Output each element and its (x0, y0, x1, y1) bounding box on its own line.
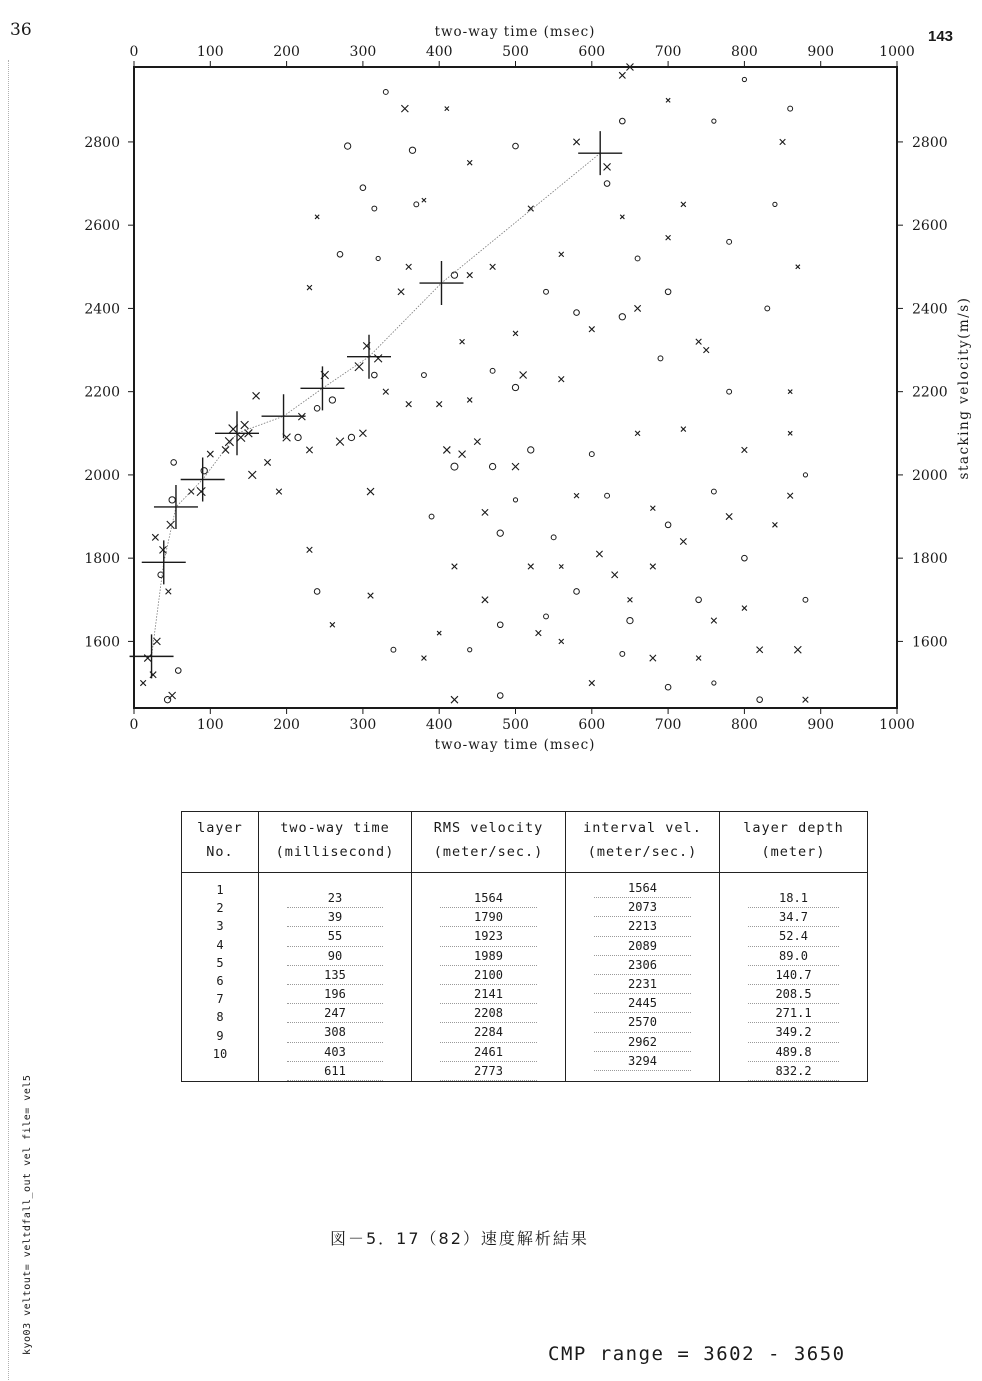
scatter-point-circle (574, 589, 580, 595)
scatter-point-x (482, 509, 488, 515)
velocity-pick-cross (262, 394, 306, 438)
scatter-point-x (445, 107, 449, 111)
scatter-point-x (650, 564, 656, 570)
scatter-point-circle (391, 647, 396, 652)
table-cell: 2141 (440, 985, 537, 1004)
two-way-time-column (259, 873, 411, 1081)
table-cell: 2208 (440, 1004, 537, 1023)
scatter-point-circle (658, 356, 663, 361)
scatter-point-circle (604, 181, 610, 187)
y-tick-label-left: 2000 (84, 467, 120, 484)
scatter-point-circle (314, 589, 320, 595)
scatter-point-circle (711, 489, 716, 494)
velocity-pick-cross (300, 366, 344, 410)
table-cell: 23 (287, 889, 383, 908)
scatter-point-x (559, 252, 564, 257)
layer-depth-column (720, 873, 867, 1081)
table-cell: 5 (216, 955, 224, 970)
scatter-point-circle (329, 397, 335, 403)
header-layer-depth: layer depth (meter) (720, 812, 868, 873)
scatter-point-circle (544, 614, 549, 619)
scatter-point-circle (803, 597, 808, 602)
page-number-right: 143 (928, 28, 954, 45)
header-interval-velocity: interval vel. (meter/sec.) (566, 812, 720, 873)
table-cell: 2231 (594, 975, 691, 994)
scatter-point-circle (414, 202, 419, 207)
left-y-axis (84, 135, 134, 650)
table-cell: 2213 (594, 917, 691, 936)
x-tick-label-bottom: 0 (129, 717, 139, 733)
scatter-point-x (650, 655, 656, 661)
velocity-function-line (152, 153, 601, 656)
scatter-point-circle (376, 256, 380, 260)
scatter-point-x (619, 72, 625, 78)
scatter-point-x (467, 272, 473, 278)
x-axis-label-bottom: two-way time (msec) (434, 737, 596, 753)
velocity-pick-cross (142, 540, 186, 584)
scatter-point-circle (348, 434, 354, 440)
table-cell: 39 (287, 908, 383, 927)
scatter-point-x (406, 264, 412, 270)
scatter-point-x (803, 697, 809, 703)
scatter-point-x (788, 390, 792, 394)
scatter-point-x (437, 631, 441, 635)
scatter-point-x (276, 489, 282, 495)
table-cell: 2962 (594, 1033, 691, 1052)
scatter-point-circle (696, 597, 702, 603)
scatter-point-x (742, 447, 748, 453)
scatter-point-x (796, 265, 800, 269)
scatter-point-x (306, 447, 312, 453)
scatter-point-circle (383, 90, 388, 95)
x-tick-label-bottom: 400 (425, 717, 453, 733)
scatter-point-circle (619, 314, 625, 320)
scatter-point-x (459, 451, 466, 458)
x-tick-label-bottom: 800 (731, 717, 758, 733)
table-cell: 2773 (440, 1062, 537, 1081)
scatter-point-circle (372, 206, 377, 211)
scatter-point-x (490, 264, 496, 270)
scatter-point-circle (635, 256, 640, 261)
layer-velocity-table (181, 811, 868, 1082)
x-tick-label-top: 300 (349, 44, 377, 60)
scatter-point-x (307, 547, 313, 553)
scatter-point-x (222, 446, 229, 453)
table-cell: 34.7 (748, 908, 839, 927)
x-tick-label-top: 600 (578, 44, 606, 60)
x-tick-label-top: 400 (425, 44, 453, 60)
scatter-point-x (482, 597, 488, 603)
scatter-point-circle (665, 522, 671, 528)
table-cell: 271.1 (748, 1004, 839, 1023)
scatter-point-x (772, 522, 777, 527)
table-cell: 1790 (440, 908, 537, 927)
scatter-point-x (703, 347, 709, 353)
velocity-pick-cross (130, 634, 174, 678)
x-tick-label-top: 800 (731, 44, 758, 60)
y-tick-label-left: 1800 (84, 551, 120, 568)
scatter-point-x (197, 487, 205, 495)
scatter-point-x (355, 362, 363, 370)
scatter-point-x (726, 513, 732, 519)
scatter-point-circle (742, 77, 746, 81)
scatter-point-circle (620, 651, 625, 656)
scatter-point-x (666, 235, 671, 240)
table-cell: 2445 (594, 994, 691, 1013)
scatter-point-circle (544, 289, 549, 294)
x-tick-label-bottom: 600 (578, 717, 606, 733)
table-cell: 52.4 (748, 927, 839, 946)
scatter-point-x (153, 638, 160, 645)
scatter-point-x (167, 521, 175, 529)
scatter-point-circle (712, 119, 716, 123)
y-axis-label: stacking velocity(m/s) (956, 296, 972, 480)
scatter-point-circle (727, 239, 732, 244)
table-cell: 1989 (440, 947, 537, 966)
scatter-point-x (336, 438, 344, 446)
scatter-point-x (152, 534, 158, 540)
velocity-pick-cross (419, 261, 463, 305)
scatter-point-x (574, 493, 579, 498)
scatter-point-circle (344, 143, 350, 149)
velocity-pick-cross (347, 335, 391, 379)
header-two-way-time: two-way time (millisecond) (259, 812, 412, 873)
table-cell: 2089 (594, 937, 691, 956)
scatter-point-circle (528, 447, 534, 453)
table-cell: 2306 (594, 956, 691, 975)
scatter-point-x (315, 215, 319, 219)
scatter-point-circle (409, 147, 415, 153)
scatter-point-circle (665, 684, 671, 690)
scatter-point-circle (497, 693, 503, 699)
scatter-point-x (406, 401, 412, 407)
scatter-point-x (794, 646, 801, 653)
x-tick-label-bottom: 500 (502, 717, 529, 733)
y-tick-label-left: 2200 (84, 384, 120, 401)
x-tick-label-top: 100 (196, 44, 224, 60)
top-x-axis (130, 44, 915, 67)
scatter-point-x (237, 433, 245, 441)
scatter-point-x (401, 105, 408, 112)
scatter-point-x (512, 463, 519, 470)
table-cell: 1923 (440, 927, 537, 946)
scatter-point-x (513, 331, 518, 336)
x-tick-label-bottom: 200 (273, 717, 300, 733)
scatter-point-x (307, 285, 312, 290)
scatter-point-x (696, 339, 702, 345)
scatter-point-x (634, 305, 640, 311)
scatter-point-circle (712, 681, 716, 685)
scatter-point-x (140, 680, 146, 686)
scatter-point-x (612, 572, 618, 578)
scatter-point-x (443, 446, 450, 453)
scatter-point-circle (627, 617, 633, 623)
scatter-point-x (604, 163, 611, 170)
scatter-point-circle (788, 106, 793, 111)
table-cell: 2100 (440, 966, 537, 985)
y-tick-label-left: 2600 (84, 218, 120, 235)
table-cell: 349.2 (748, 1023, 839, 1042)
x-tick-label-bottom: 100 (196, 717, 224, 733)
scatter-point-circle (372, 372, 378, 378)
table-cell: 8 (216, 1010, 224, 1025)
scatter-point-x (144, 655, 151, 662)
table-cell: 18.1 (748, 889, 839, 908)
scatter-point-x (421, 656, 426, 661)
table-cell: 6 (216, 973, 224, 988)
table-cell: 9 (216, 1028, 224, 1043)
scatter-point-x (474, 438, 480, 444)
table-cell: 247 (287, 1004, 383, 1023)
plot-frame (134, 67, 897, 708)
table-cell: 832.2 (748, 1062, 839, 1081)
table-cell: 3294 (594, 1052, 691, 1071)
scatter-point-x (452, 564, 458, 570)
x-tick-label-top: 200 (273, 44, 300, 60)
y-tick-label-left: 2400 (84, 301, 120, 318)
scatter-point-x (253, 392, 260, 399)
scatter-point-x (780, 139, 786, 145)
scatter-point-x (225, 437, 233, 445)
interval-velocity-column (566, 873, 719, 1071)
scatter-point-circle (164, 697, 170, 703)
table-cell: 2461 (440, 1043, 537, 1062)
scatter-point-x (681, 427, 686, 432)
table-cell: 3 (216, 919, 224, 934)
table-cell: 2073 (594, 898, 691, 917)
scatter-point-x (596, 551, 602, 557)
scatter-point-circle (451, 272, 457, 278)
scatter-point-circle (665, 289, 671, 295)
scatter-point-circle (169, 497, 175, 503)
scatter-point-circle (757, 697, 763, 703)
velocity-pick-cross (215, 411, 259, 455)
scatter-point-x (467, 398, 472, 403)
scatter-point-circle (742, 555, 748, 561)
scatter-point-x (788, 431, 792, 435)
y-tick-label-right: 1800 (912, 551, 948, 568)
table-cell: 4 (216, 937, 224, 952)
x-tick-label-bottom: 900 (807, 717, 835, 733)
scatter-point-x (248, 471, 256, 479)
scatter-point-x (264, 459, 270, 465)
scatter-point-x (787, 493, 793, 499)
y-tick-label-right: 2200 (912, 384, 948, 401)
scatter-point-circle (421, 373, 426, 378)
scatter-point-x (422, 198, 426, 202)
scatter-point-circle (620, 118, 626, 124)
scatter-point-x (436, 401, 442, 407)
scatter-point-x (374, 355, 382, 363)
scatter-point-x (528, 564, 534, 570)
y-tick-label-right: 2400 (912, 301, 948, 318)
table-cell: 55 (287, 927, 383, 946)
y-tick-label-right: 2600 (912, 218, 948, 235)
scatter-point-x (359, 430, 366, 437)
scatter-point-x (573, 139, 579, 145)
scatter-point-x (367, 488, 374, 495)
scatter-point-circle (513, 143, 519, 149)
table-cell: 2570 (594, 1013, 691, 1032)
x-tick-label-top: 1000 (879, 44, 915, 60)
scatter-point-x (742, 606, 747, 611)
x-tick-label-top: 0 (129, 44, 139, 60)
scatter-point-x (383, 389, 389, 395)
scatter-point-x (589, 680, 595, 686)
x-tick-label-top: 500 (502, 44, 529, 60)
y-tick-label-right: 2800 (912, 134, 948, 151)
scatter-point-x (460, 339, 465, 344)
table-cell: 196 (287, 985, 383, 1004)
scatter-point-circle (429, 514, 434, 519)
table-cell: 308 (287, 1023, 383, 1042)
x-tick-label-bottom: 700 (654, 717, 682, 733)
scatter-point-x (635, 431, 640, 436)
rms-velocity-column (412, 873, 565, 1081)
table-cell: 140.7 (748, 966, 839, 985)
scatter-point-circle (574, 310, 580, 316)
y-tick-label-right: 2000 (912, 467, 948, 484)
scatter-point-circle (489, 463, 495, 469)
scatter-point-x (398, 289, 404, 295)
table-cell: 1564 (594, 879, 691, 898)
table-cell: 1564 (440, 889, 537, 908)
table-cell: 10 (212, 1046, 228, 1061)
table-cell: 403 (287, 1043, 383, 1062)
scatter-point-circle (314, 406, 320, 412)
table-cell: 89.0 (748, 947, 839, 966)
layer-number-column (182, 873, 258, 1063)
scatter-point-x (589, 326, 595, 332)
scatter-point-x (559, 564, 563, 568)
scatter-point-circle (513, 498, 517, 502)
scatter-point-x (650, 506, 655, 511)
scatter-point-x (681, 202, 686, 207)
scatter-point-x (207, 451, 213, 457)
scatter-point-x (680, 538, 686, 544)
scatter-point-x (558, 376, 564, 382)
figure-caption: 図－5．17（82）速度解析結果 (330, 1229, 589, 1248)
x-tick-label-top: 900 (807, 44, 835, 60)
scatter-point-circle (451, 463, 458, 470)
scatter-point-x (188, 489, 194, 495)
scatter-point-circle (551, 535, 556, 540)
page-number-left: 36 (10, 20, 32, 40)
scatter-point-x (451, 696, 458, 703)
scatter-point-circle (727, 389, 732, 394)
scatter-point-x (166, 589, 172, 595)
scatter-point-circle (589, 452, 594, 457)
x-tick-label-bottom: 300 (349, 717, 377, 733)
scatter-point-circle (512, 384, 518, 390)
y-tick-label-right: 1600 (912, 634, 948, 651)
table-cell: 208.5 (748, 985, 839, 1004)
scatter-point-x (628, 597, 633, 602)
y-tick-label-left: 2800 (84, 134, 120, 151)
table-cell: 2 (216, 901, 224, 916)
cmp-range-label: CMP range = 3602 - 3650 (548, 1343, 846, 1365)
table-cell: 1 (216, 883, 224, 897)
x-tick-label-bottom: 1000 (879, 717, 915, 733)
bottom-x-axis (130, 708, 915, 733)
scatter-point-x (520, 372, 527, 379)
scatter-point-x (620, 215, 624, 219)
velocity-pick-cross (578, 131, 622, 175)
header-layer: layer No. (182, 812, 259, 873)
scatter-point-x (711, 618, 717, 624)
table-cell: 90 (287, 947, 383, 966)
x-tick-label-top: 700 (654, 44, 682, 60)
table-cell: 489.8 (748, 1043, 839, 1062)
scatter-point-circle (765, 306, 770, 311)
x-axis-label-top: two-way time (msec) (434, 24, 596, 40)
scatter-point-circle (803, 473, 807, 477)
semblance-peaks (140, 64, 808, 704)
scatter-point-circle (497, 530, 503, 536)
scatter-point-circle (360, 185, 366, 191)
scatter-point-x (241, 421, 249, 429)
table-cell: 7 (216, 992, 224, 1007)
scatter-point-x (330, 622, 335, 627)
scatter-point-circle (773, 202, 777, 206)
table-cell: 611 (287, 1062, 383, 1081)
table-cell: 2284 (440, 1023, 537, 1042)
scatter-point-x (757, 647, 763, 653)
scatter-point-x (536, 630, 542, 636)
scatter-point-x (467, 160, 472, 165)
scatter-point-circle (337, 252, 343, 258)
picked-velocity-function (130, 131, 623, 678)
file-info-label: kyo03 veltout= veltdfall_out vel file= vel5 (22, 1074, 33, 1355)
scatter-point-x (559, 639, 564, 644)
scatter-point-x (159, 546, 166, 553)
scatter-point-x (696, 656, 701, 661)
scatter-point-x (666, 98, 670, 102)
table-cell: 135 (287, 966, 383, 985)
scatter-point-circle (490, 368, 495, 373)
scatter-point-circle (175, 668, 181, 674)
right-y-axis (897, 135, 948, 650)
scatter-point-x (368, 593, 374, 599)
scatter-point-circle (605, 493, 610, 498)
scatter-point-circle (497, 622, 503, 628)
scatter-point-circle (295, 434, 301, 440)
scatter-point-circle (171, 460, 177, 466)
scatter-point-circle (468, 648, 472, 652)
header-rms-velocity: RMS velocity (meter/sec.) (412, 812, 566, 873)
y-tick-label-left: 1600 (84, 634, 120, 651)
